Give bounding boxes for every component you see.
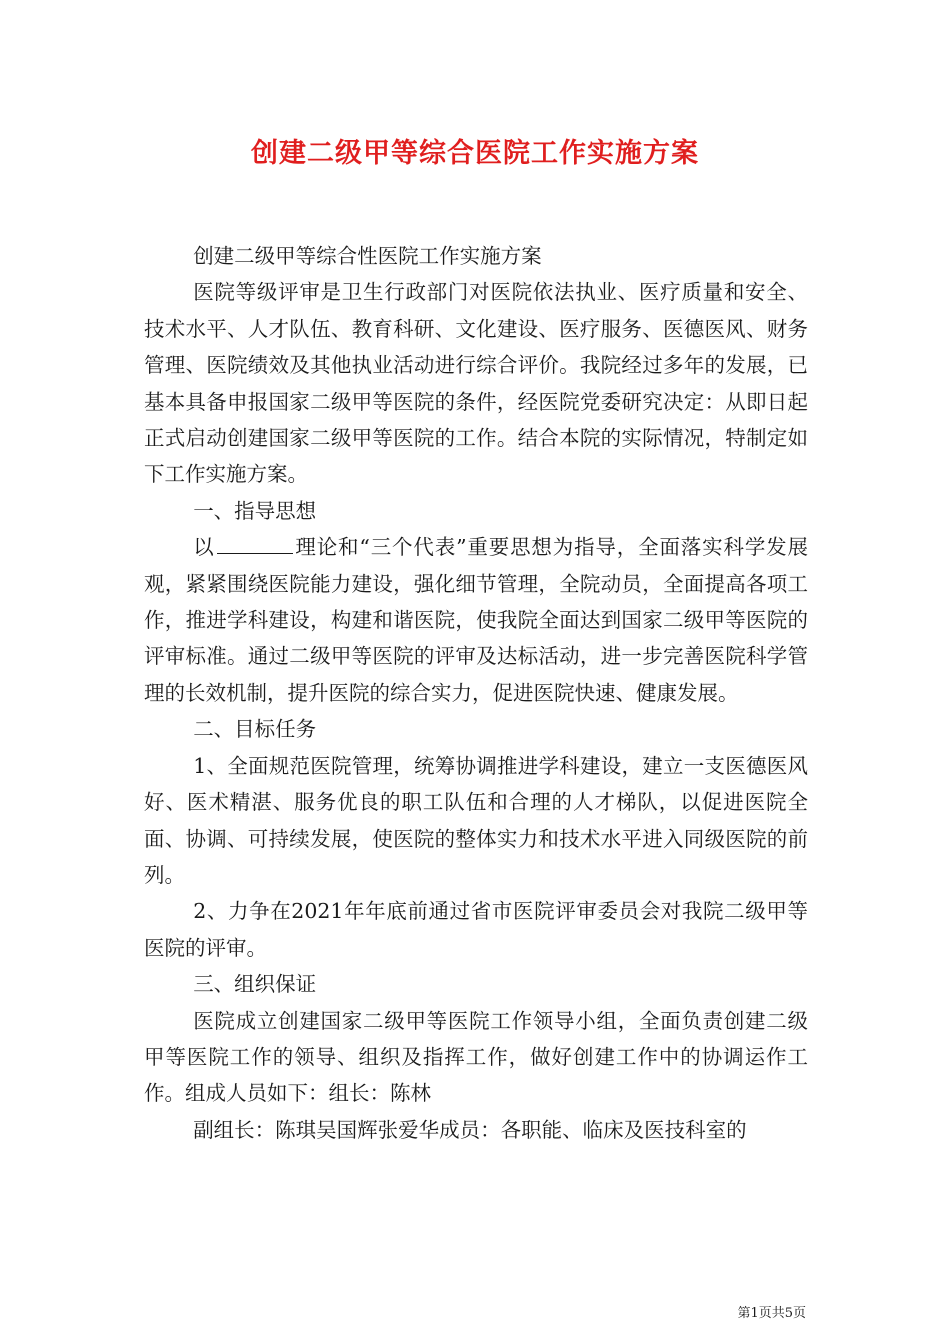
- intro-paragraph: 医院等级评审是卫生行政部门对医院依法执业、医疗质量和安全、技术水平、人才队伍、教育科研、文化建设、医疗服务、医德医风、财务管理、医院绩效及其他执业活动进行综合评价。我院经过多年的发展，已基本具备申报国家二级甲等医院的条件，经医院党委研究决定：从即日起正式启动创建国家二级甲等医院的工作。结合本院的实际情况，特制定如下工作实施方案。: [144, 280, 808, 487]
- guiding-prefix: 以: [193, 535, 215, 560]
- blank-underline: [217, 535, 293, 554]
- task-2-paragraph: 2、力争在2021年年底前通过省市医院评审委员会对我院二级甲等医院的评审。: [144, 899, 808, 960]
- task-1-paragraph: 1、全面规范医院管理，统筹协调推进学科建设，建立一支医德医风好、医术精湛、服务优良的职工队伍和合理的人才梯队，以促进医院全面、协调、可持续发展，使医院的整体实力和技术水平进入同级医院的前列。: [144, 753, 808, 887]
- document-body: [144, 238, 808, 1148]
- organization-paragraph: 医院成立创建国家二级甲等医院工作领导小组，全面负责创建二级甲等医院工作的领导、组织及指挥工作，做好创建工作中的协调运作工作。组成人员如下：组长：陈林: [144, 1008, 808, 1106]
- section-heading-2: 二、目标任务: [193, 717, 317, 742]
- section-heading-3: 三、组织保证: [193, 972, 317, 997]
- guiding-paragraph: [144, 529, 808, 711]
- deputy-paragraph: 副组长：陈琪吴国辉张爱华成员：各职能、临床及医技科室的: [193, 1117, 747, 1142]
- subtitle-paragraph: 创建二级甲等综合性医院工作实施方案: [193, 244, 542, 268]
- document-title: 创建二级甲等综合医院工作实施方案: [251, 138, 699, 169]
- page-number: 第1页共5页: [737, 1306, 806, 1321]
- guiding-text: 理论和“三个代表”重要思想为指导，全面落实科学发展观，紧紧围绕医院能力建设，强化细节管理，全院动员，全面提高各项工作，推进学科建设，构建和谐医院，使我院全面达到国家二级甲等医院的评审标准。通过二级甲等医院的评审及达标活动，进一步完善医院科学管理的长效机制，提升医院的综合实力，促进医院快速、健康发展。: [144, 535, 808, 705]
- section-heading-1: 一、指导思想: [193, 498, 317, 523]
